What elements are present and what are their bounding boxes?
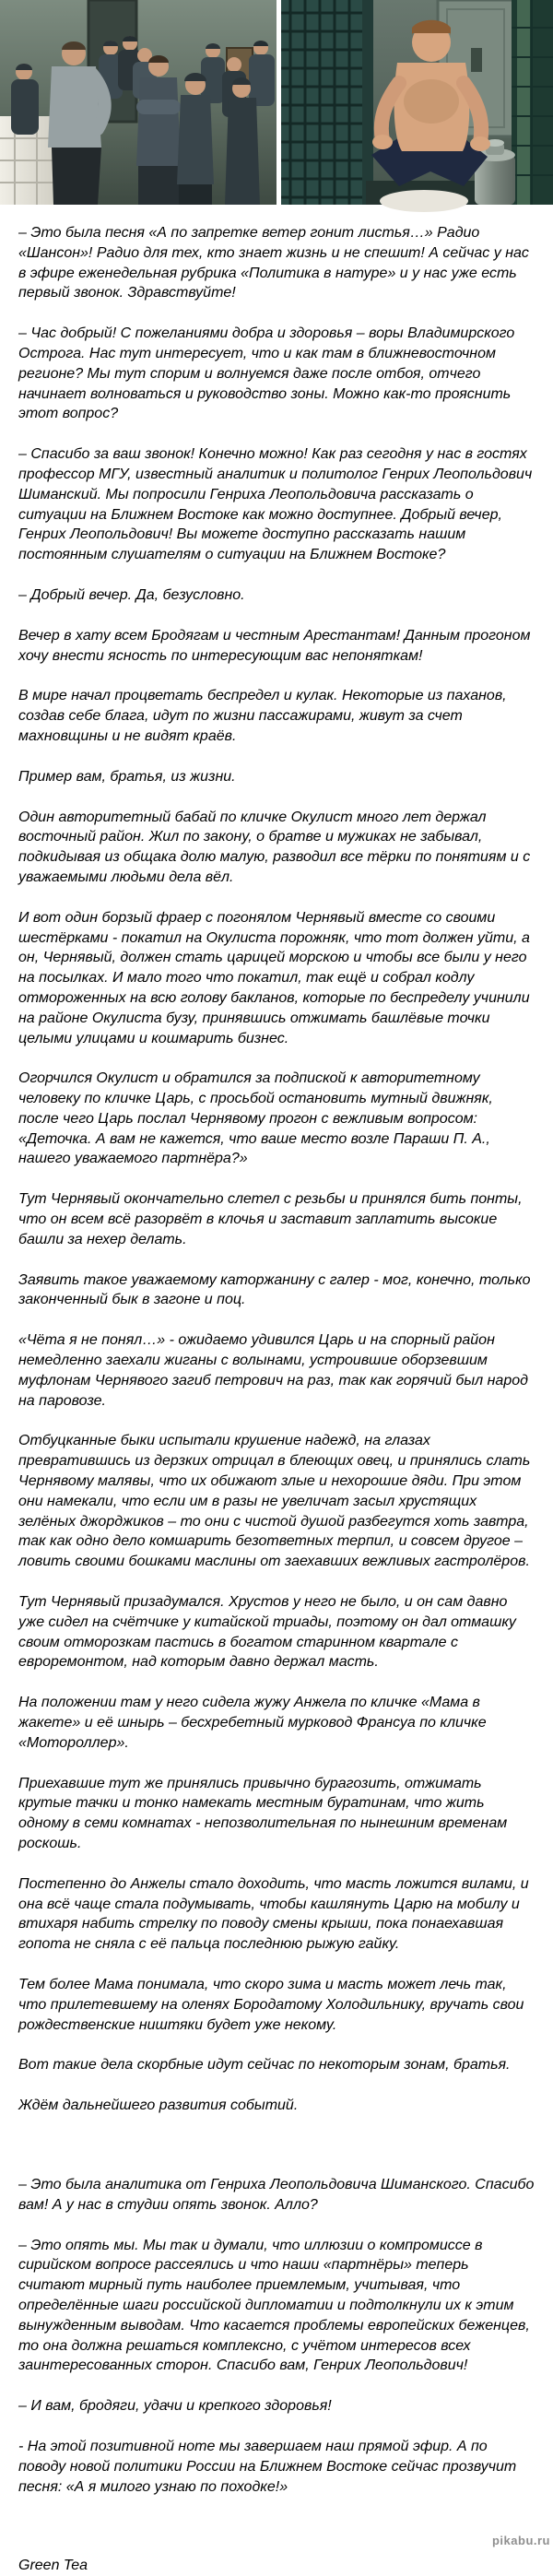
post-image-left [0,0,276,205]
paragraph: Отбуцканные быки испытали крушение надежд, на глазах превратившись из дерзких отрицал в блеющих овец, и принялись слать Чернявому малявы, что их обижают злые и нехорошие дяди. При этом они намекали, что если им в разы не увеличат засыл хрустящих зелёных джорджиков – то они с чистой душой разбегутся хоть завтра, так как одно дело комшарить безответных терпил, и совсем другое – ловить своими бошками маслины от заехавших вежливых гастролёров. [18,1433,531,1570]
paragraph: Огорчился Окулист и обратился за подпиской к авторитетному человеку по кличке Царь, с просьбой остановить мутный движняк, после чего Царь послал Чернявому прогон с вежливым вопросом: «Деточка. А вам не кажется, что ваше место возле Параши П. А., нашего уважаемого партнёра?» [18,1070,493,1167]
paragraph: – Это опять мы. Мы так и думали, что иллюзии о компромиссе в сирийском вопросе рассеялись и что наши «партнёры» теперь считают мирный путь наиболее приемлемым, учитывая, что определённые шаги российской дипломатии и подтолкнули их к этим вынужденным выводам. Что касается проблемы европейских беженцев, то она должна решаться комплексно, с учётом интересов всех заинтересованных сторон. Спасибо вам, Генрих Леопольдович! [18,2237,530,2374]
paragraph: – Это была песня «А по запретке ветер гонит листья…» Радио «Шансон»! Радио для тех, кто знает жизнь и не спешит! А сейчас у нас в эфире еженедельная рубрика «Политика в натуре» и у нас уже есть первый звонок. Здравствуйте! [18,225,529,301]
paragraph: Постепенно до Анжелы стало доходить, что масть ложится вилами, и она всё чаще стала подумывать, чтобы кашлянуть Царю на мобилу и втихаря набить стрелку по поводу смены крыши, пока понаехавшая гопота не сняла с её пальца последнюю рыжую гайку. [18,1875,529,1953]
paragraph: Тут Чернявый окончательно слетел с резьбы и принялся бить понты, что он всем всё разорвёт в клочья и заставит заплатить высокие башли за нехер делать. [18,1191,523,1247]
paragraph: И вот один борзый фраер с погонялом Чернявый вместе со своими шестёрками - покатил на Окулиста порожняк, что тот должен уйти, а он, Чернявый, должен стать царицей морскою и чтобы все были у него на посылках. И мало того что покатил, так ещё и собрал кодлу отмороженных на всю голову бакланов, которые по беспределу учинили на районе Окулиста бузу, принявшись отжимать башлёвые точки целыми улицами и кошмарить бизнес. [18,909,530,1046]
post-image [0,0,553,205]
post-body [0,205,553,2576]
paragraph: Заявить такое уважаемому каторжанину с галер - мог, конечно, только законченный бык в загоне и поц. [18,1271,531,1308]
paragraph: Один авторитетный бабай по кличке Окулист много лет держал восточный район. Жил по закону, о братве и мужиках не забывал, подкидывая из общака долю малую, разводил все тёрки по понятиям и с уважаемыми людьми дела вёл. [18,809,531,885]
paragraph: «Чёта я не понял…» - ожидаемо удивился Царь и на спорный район немедленно заехали жиганы с волынами, устроившие оборзевшим муфлонам Чернявого загиб петрович на раз, так как горячий был народ на паровозе. [18,1332,528,1409]
paragraph: На положении там у него сидела жужу Анжела по кличке «Мама в жакете» и её шнырь – бесхребетный мурковод Франсуа по кличке «Мотороллер». [18,1695,487,1751]
paragraph: – Добрый вечер. Да, безусловно. [18,586,245,603]
paragraph: - На этой позитивной ноте мы завершаем наш прямой эфир. А по поводу новой политики России на Ближнем Востоке сейчас прозвучит песня: «А я милого узнаю по походке!» [18,2438,517,2495]
paragraph: – Спасибо за ваш звонок! Конечно можно! Как раз сегодня у нас в гостях профессор МГУ, известный аналитик и политолог Генрих Леопольдович Шиманский. Мы попросили Генриха Леопольдовича рассказать о ситуации на Ближнем Востоке как можно доступнее. Добрый вечер, Генрих Леопольдович! Вы можете доступно рассказать нашим постоянным слушателям о ситуации на Ближнем Востоке? [18,446,533,563]
paragraph: В мире начал процветать беспредел и кулак. Некоторые из паханов, создав себе блага, идут по жизни пассажирами, живут за счет махновщины и не видят краёв. [18,688,507,744]
paragraph: Пример вам, братья, из жизни. [18,768,236,785]
pikabu-watermark: pikabu.ru [491,2534,550,2547]
post-image-right [281,0,553,205]
paragraph: Тем более Мама понимала, что скоро зима и масть может лечь так, что прилетевшему на оленях Бородатому Холодильнику, вручать свои рождественские ништяки будет уже некому. [18,1976,524,2033]
paragraph: Вот такие дела скорбные идут сейчас по некоторым зонам, братья. [18,2057,511,2074]
paragraph: – Час добрый! С пожеланиями добра и здоровья – воры Владимирского Острога. Нас тут интересует, что и как там в ближневосточном регионе? Мы тут спорим и волнуемся даже после отбоя, отчего начинает волноваться и руководство зоны. Можно как-то прояснить этот вопрос? [18,325,515,422]
paragraph: – И вам, бродяги, удачи и крепкого здоровья! [18,2398,332,2415]
paragraph: Вечер в хату всем Бродягам и честным Арестантам! Данным прогоном хочу внести ясность по интересующим вас непоняткам! [18,627,531,664]
paragraph: Приехавшие тут же принялись привычно бурагозить, отжимать крутые тачки и тонко намекать местным буратинам, что жить одному в семи комнатах - непозволительная по нынешним временам роскошь. [18,1775,508,1851]
paragraph: – Это была аналитика от Генриха Леопольдовича Шиманского. Спасибо вам! А у нас в студии опять звонок. Алло? [18,2176,535,2213]
paragraph: Тут Чернявый призадумался. Хрустов у него не было, и он сам давно уже сидел на счётчике у китайской триады, поэтому он дал отмашку своим отморозкам пастись в богатом старинном квартале с евроремонтом, над которым давно держал масть. [18,1594,516,1671]
paragraph: Ждём дальнейшего развития событий. [18,2097,299,2114]
author-signature: Green Tea [18,2558,88,2574]
